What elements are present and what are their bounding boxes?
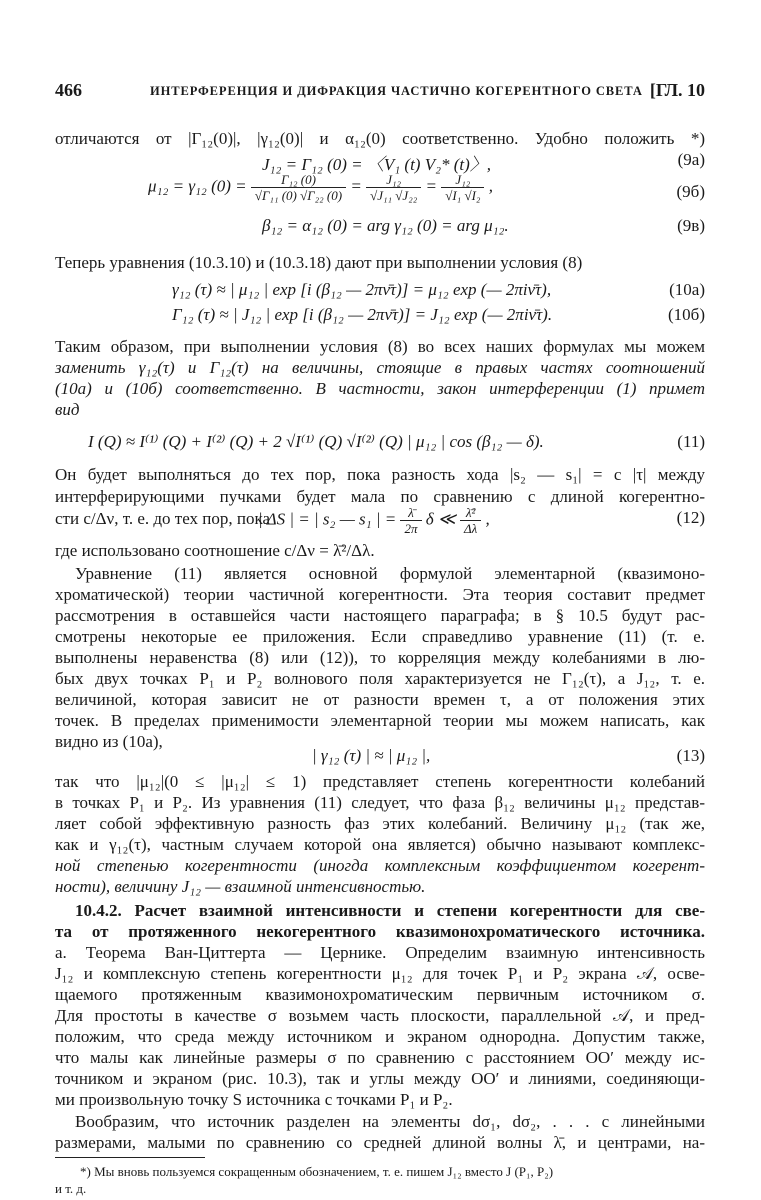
text-line: щаемого протяженным квазимонохроматическим первичным источником σ.: [55, 985, 705, 1004]
equation-9b-lhs: μ₁₂ = γ₁₂ (0) =: [148, 176, 247, 196]
chapter-label: [ГЛ. 10: [649, 80, 705, 100]
fraction-denominator: 2π: [404, 521, 418, 536]
text-line: (10а) и (10б) соответственно. В частности, закон интерференции (1) примет: [55, 379, 705, 398]
running-header: [55, 80, 705, 102]
fraction-denominator: √J₁₁ √J₂₂: [370, 188, 418, 203]
text-line: положим, что среда между источником и экраном однородна. Допустим также,: [55, 1027, 705, 1046]
equation-12-lhs: | ΔS | = | s₂ — s₁ | =: [258, 509, 397, 529]
equation-13: | γ₁₂ (τ) | ≈ | μ₁₂ |,: [312, 746, 431, 765]
text-line: Он будет выполняться до тех пор, пока разность хода |s₂ — s₁| = c |τ| между: [55, 465, 705, 484]
fraction-numerator: J₁₂: [366, 172, 421, 188]
text-line: Таким образом, при выполнении условия (8) во всех наших формулах мы можем: [55, 337, 705, 356]
footnote-line: *) Мы вновь пользуемся сокращенным обозначением, т. е. пишем J₁₂ вместо J (P₁, P₂): [80, 1164, 554, 1179]
fraction: [251, 172, 346, 203]
equation-9a: J₁₂ = Γ₁₂ (0) = 〈V₁ (t) V₂* (t)〉,: [262, 155, 492, 174]
text-line: Теперь уравнения (10.3.10) и (10.3.18) дают при выполнении условия (8): [55, 253, 583, 272]
text-line: сти c/Δν, т. е. до тех пор, пока: [55, 509, 271, 528]
text-line: смотрены некоторые ее приложения. Если справедливо уравнение (11) (т. е.: [55, 627, 705, 646]
text-line: Для простоты в качестве σ возьмем часть плоскости, параллельной 𝒜, и пред-: [55, 1006, 705, 1025]
footnote-rule: [55, 1157, 205, 1158]
text-line: точником и экраном (рис. 10.3), так и углы между OO′ и линиями, соединяющи-: [55, 1069, 705, 1088]
fraction-denominator: √Γ₁₁ (0) √Γ₂₂ (0): [254, 188, 343, 203]
text-line: вид: [55, 400, 80, 419]
page-number: 466: [55, 80, 82, 100]
text-line: интерферирующими пучками будет мала по сравнению с длиной когерентно-: [55, 487, 705, 506]
fraction: [441, 172, 484, 203]
equation-number-9b: (9б): [676, 182, 705, 201]
text-line: хроматической) теории частичной когерентности. Эта теория составит предмет: [55, 585, 705, 604]
equation-number-11: (11): [677, 432, 705, 451]
fraction-numerator: Γ₁₂ (0): [251, 172, 346, 188]
equation-number-12: (12): [676, 508, 705, 527]
text-line: заменить γ₁₂(τ) и Γ₁₂(τ) на величины, стоящие в правых частях соотношений: [55, 358, 705, 377]
text-line: отличаются от |Γ₁₂(0)|, |γ₁₂(0)| и α₁₂(0) соответственно. Удобно положить *): [55, 129, 705, 148]
equation-number-10a: (10а): [669, 280, 705, 299]
text-line: бых двух точках P₁ и P₂ волнового поля характеризуется не Γ₁₂(τ), а J₁₂, т. е.: [55, 669, 705, 688]
running-title: ИНТЕРФЕРЕНЦИЯ И ДИФРАКЦИЯ ЧАСТИЧНО КОГЕРЕНТНОГО СВЕТА: [150, 84, 643, 98]
text-line: точек. В пределах применимости элементарной теории мы можем написать, как: [55, 711, 705, 730]
text-line: величиной, которая зависит не от разности времен τ, а от положения этих: [55, 690, 705, 709]
equation-9v: β₁₂ = α₁₂ (0) = arg γ₁₂ (0) = arg μ₁₂.: [262, 216, 509, 235]
equation-9b: μ₁₂ = γ₁₂ (0) = $\frac{\text{Γ₁₂ (0)}}{\text{√Γ₁₁ (0) √Γ₂₂ (0)}}$ = $\frac{\text{J₁₂}}{\text{√J₁₁ √J₂₂}}$ = $\frac{\text{J₁₂}}{\text{√I₁ √I₂}}$ ,: [148, 172, 493, 203]
text-line: а. Теорема Ван-Циттерта — Цернике. Определим взаимную интенсивность: [55, 943, 705, 962]
footnote-line: и т. д.: [55, 1181, 87, 1196]
text-line: как и γ₁₂(τ), частным случаем которой она является) обычно называют комплекс-: [55, 835, 705, 854]
fraction: [366, 172, 421, 203]
text-line: ляет собой эффективную разность фаз этих колебаний. Величину μ₁₂ (так же,: [55, 814, 705, 833]
text-line: Уравнение (11) является основной формулой элементарной (квазимоно-: [75, 564, 705, 583]
text-line: что малы как линейные размеры σ по сравнению с расстоянием OO′ между ис-: [55, 1048, 705, 1067]
text-line: ной степенью когерентности (иногда комплексным коэффициентом когерент-: [55, 856, 705, 875]
fraction-numerator: λ̄: [400, 505, 421, 521]
text-line: размерами, малыми по сравнению со средней длиной волны λ̄, и центрами, на-: [55, 1133, 705, 1152]
equation-10b: Γ₁₂ (τ) ≈ | J₁₂ | exp [i (β₁₂ — 2πν̄τ)] = J₁₂ exp (— 2πiν̄τ).: [172, 305, 553, 324]
fraction-denominator: Δλ: [463, 521, 478, 536]
text-line: Вообразим, что источник разделен на элементы dσ₁, dσ₂, . . . с линейными: [75, 1112, 705, 1131]
text-line: в точках P₁ и P₂. Из уравнения (11) следует, что фаза β₁₂ величины μ₁₂ представ-: [55, 793, 705, 812]
fraction-numerator: λ̄²: [460, 505, 481, 521]
section-heading: 10.4.2. Расчет взаимной интенсивности и степени когерентности для све-: [75, 901, 705, 920]
text-line: выполнены неравенства (8) или (12)), то корреляция между колебаниями в лю-: [55, 648, 705, 667]
text-line: где использовано соотношение c/Δν = λ̄²/Δλ.: [55, 541, 375, 560]
text-line: J₁₂ и комплексную степень когерентности μ₁₂ для точек P₁ и P₂ экрана 𝒜, осве-: [55, 964, 705, 983]
equation-12-mid: δ ≪: [425, 509, 456, 529]
equation-number-9a: (9а): [677, 150, 705, 169]
section-heading: та от протяженного некогерентного квазимонохроматического источника.: [55, 922, 705, 941]
equation-12: | ΔS | = | s₂ — s₁ | = $\frac{\lambdā}{2\pi}$ δ ≪ $\frac{\text{λ̄²}}{\Delta\lambda}$ ,: [258, 505, 490, 536]
equation-10a: γ₁₂ (τ) ≈ | μ₁₂ | exp [i (β₁₂ — 2πν̄τ)] = μ₁₂ exp (— 2πiν̄τ),: [172, 280, 552, 299]
text-line: ности), величину J₁₂ — взаимной интенсивностью.: [55, 877, 426, 896]
equation-number-9v: (9в): [677, 216, 705, 235]
equation-number-13: (13): [676, 746, 705, 765]
fraction-denominator: √I₁ √I₂: [445, 188, 481, 203]
text-line: ми произвольную точку S источника с точками P₁ и P₂.: [55, 1090, 453, 1109]
equation-number-10b: (10б): [668, 305, 705, 324]
text-line: рассмотрения в оставшейся части настоящего параграфа; в § 10.5 будут рас-: [55, 606, 705, 625]
text-line: так что |μ₁₂|(0 ≤ |μ₁₂| ≤ 1) представляет степень когерентности колебаний: [55, 772, 705, 791]
text-line: видно из (10а),: [55, 732, 163, 751]
fraction: [460, 505, 481, 536]
fraction-numerator: J₁₂: [441, 172, 484, 188]
fraction: [400, 505, 421, 536]
equation-11: I (Q) ≈ I⁽¹⁾ (Q) + I⁽²⁾ (Q) + 2 √I⁽¹⁾ (Q) √I⁽²⁾ (Q) | μ₁₂ | cos (β₁₂ — δ).: [88, 432, 544, 451]
